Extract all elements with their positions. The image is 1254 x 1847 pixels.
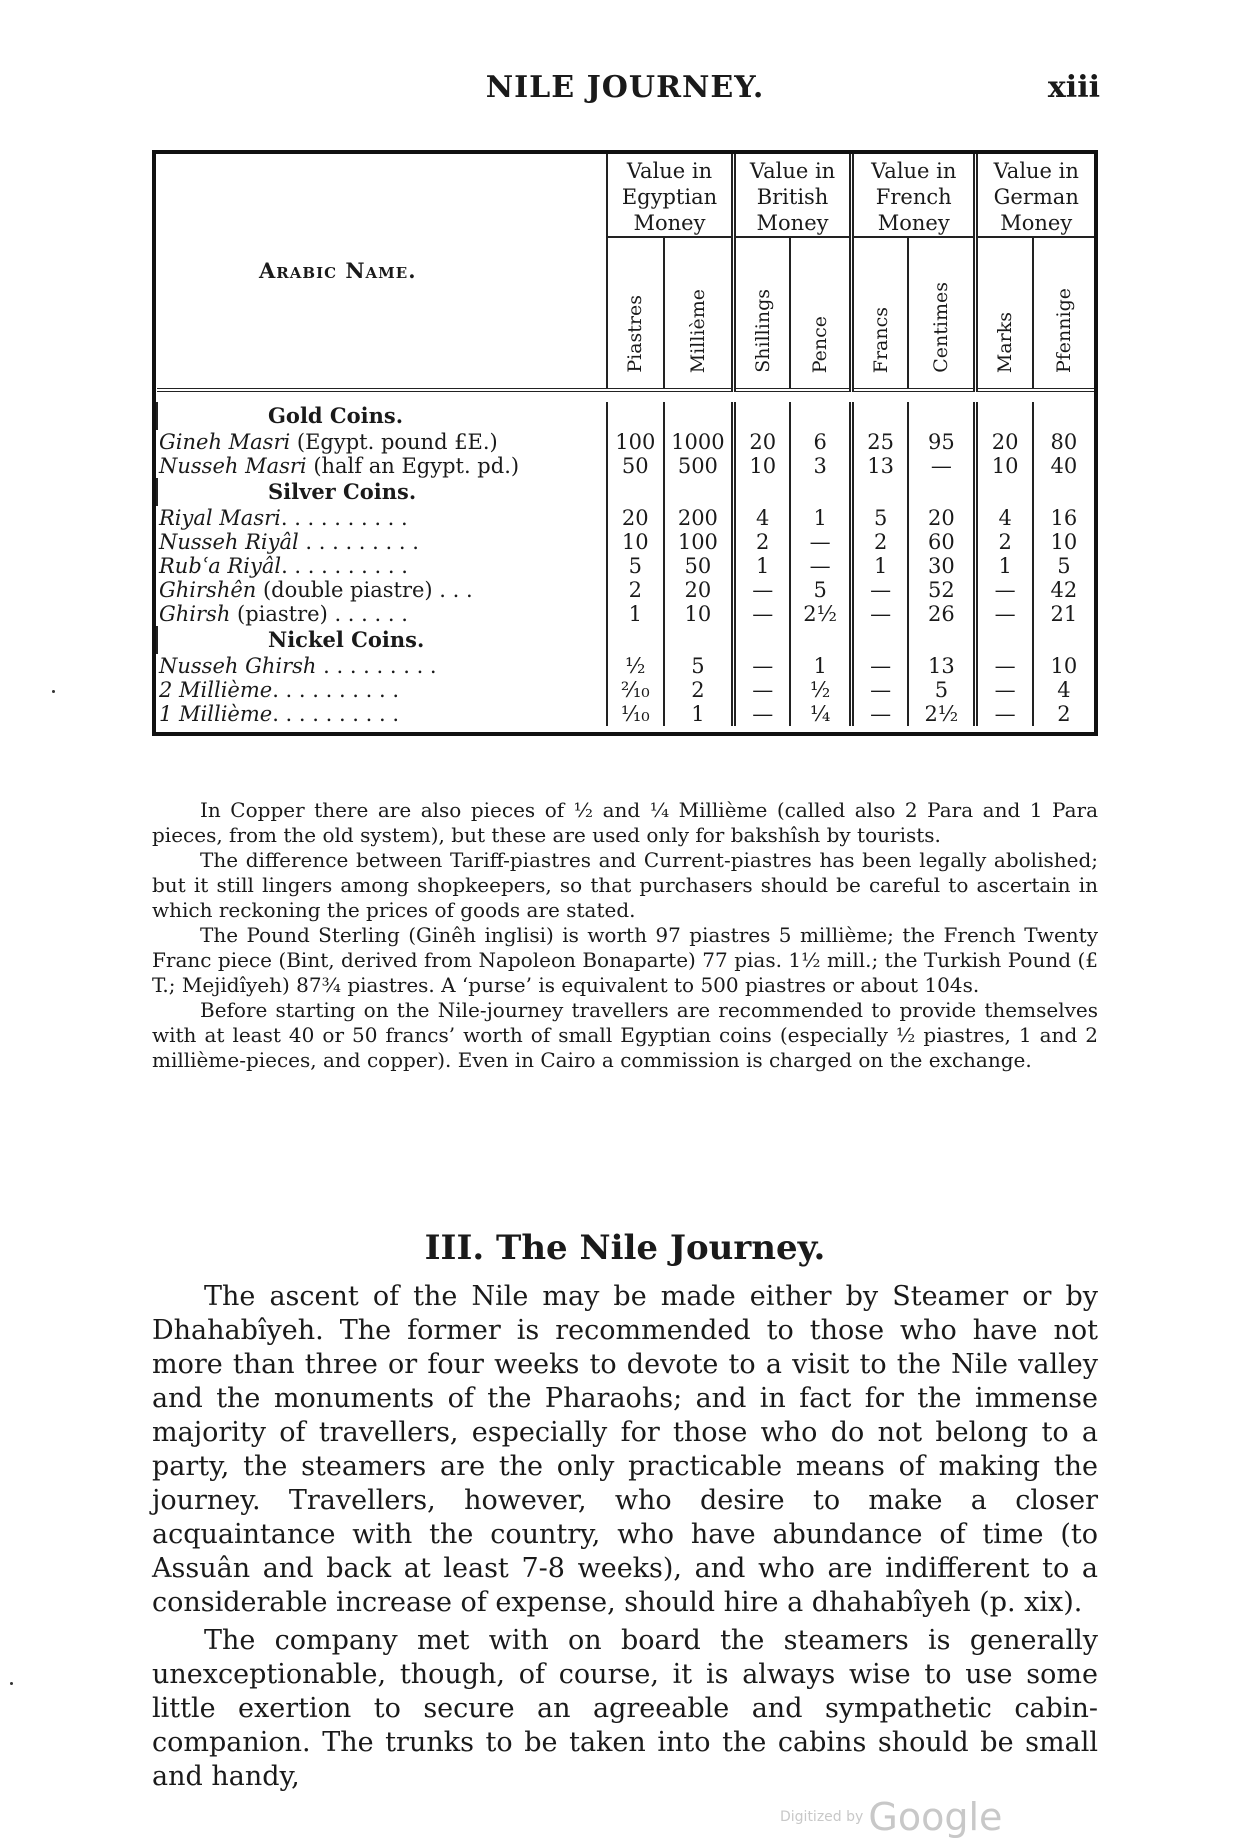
subheader-pfennige: Pfennige (1033, 237, 1094, 390)
section-silver-coins: Silver Coins. (157, 478, 1094, 506)
table-row: Rubʿa Riyâl. . . . . . . . . . 5 50 1 — 1 30 1 5 (157, 554, 1094, 578)
section-heading: III. The Nile Journey. (424, 1228, 826, 1268)
table-row: Riyal Masri. . . . . . . . . . 20 200 4 1 5 20 4 16 (157, 506, 1094, 530)
subheader-millieme: Millième (664, 237, 734, 390)
subheader-francs: Francs (851, 237, 908, 390)
group-header-french: Value in French Money (851, 154, 976, 237)
subheader-pence: Pence (790, 237, 851, 390)
speck-mark (52, 690, 55, 693)
google-logo: Google (868, 1795, 1003, 1839)
paragraph: The ascent of the Nile may be made either by Steamer or by Dhahabîyeh. The former is recommended to those who have not more than three or four weeks to devote to a visit to the Nile valley and the monuments of the Pharaohs; and in fact for the immense majority of travellers, especially for those who do not belong to a party, the steamers are the only practicable means of making the journey. Travellers, however, who desire to make a closer acquaintance with the country, who have abundance of time (to Assuân and back at least 7-8 weeks), and who are indifferent to a considerable increase of expense, should hire a dhahabîyeh (p. xix). (152, 1281, 1098, 1618)
note-piastres: The difference between Tariff-piastres and Current-piastres has been legally abolished; but it still lingers among shopkeepers, so that purchasers should be careful to ascertain in which reckoning the prices of goods are stated. (152, 848, 1098, 922)
table-row: Ghirshên (double piastre) . . . 2 20 — 5 — 52 — 42 (157, 578, 1094, 602)
section-nickel-coins: Nickel Coins. (157, 626, 1094, 654)
group-header-egyptian: Value in Egyptian Money (607, 154, 734, 237)
page-number: xiii (1047, 70, 1100, 105)
subheader-centimes: Centimes (908, 237, 976, 390)
table-row: Nusseh Riyâl . . . . . . . . . 10 100 2 — 2 60 2 10 (157, 530, 1094, 554)
group-header-british: Value in British Money (734, 154, 852, 237)
digitized-watermark: Digitized by Google (780, 1795, 1003, 1839)
speck-mark (10, 1682, 13, 1685)
page-header (150, 70, 1100, 120)
coin-value-table (152, 150, 1098, 736)
running-title: NILE JOURNEY. (485, 70, 765, 105)
table-row: Ghirsh (piastre) . . . . . . 1 10 — 2½ — 26 — 21 (157, 602, 1094, 626)
section-gold-coins: Gold Coins. (157, 402, 1094, 430)
paragraph: The company met with on board the steamers is generally unexceptionable, though, of course, it is always wise to use some little exertion to secure an agreeable and sympathetic cabin-companion. The trunks to be taken into the cabins should be small and handy, (152, 1625, 1098, 1792)
coin-notes (152, 798, 1098, 1073)
note-pound-sterling: The Pound Sterling (Ginêh inglisi) is worth 97 piastres 5 millième; the French Twenty Franc piece (Bint, derived from Napoleon Bonaparte) 77 pias. 1½ mill.; the Turkish Pound (£ T.; Mejidîyeh) 87¾ piastres. A ‘purse’ is equivalent to 500 piastres or about 104s. (152, 923, 1098, 997)
body-text (152, 1280, 1098, 1798)
group-header-german: Value in German Money (976, 154, 1094, 237)
subheader-marks: Marks (976, 237, 1033, 390)
table-row: Gineh Masri (Egypt. pound £E.) 100 1000 20 6 25 95 20 80 (157, 430, 1094, 454)
subheader-shillings: Shillings (734, 237, 791, 390)
table-row: 2 Millième. . . . . . . . . . ²⁄₁₀ 2 — ½ — 5 — 4 (157, 678, 1094, 702)
table-row: 1 Millième. . . . . . . . . . ¹⁄₁₀ 1 — ¼ — 2½ — 2 (157, 702, 1094, 726)
table-row: Nusseh Ghirsh . . . . . . . . . ½ 5 — 1 — 13 — 10 (157, 654, 1094, 678)
table-row: Nusseh Masri (half an Egypt. pd.) 50 500 10 3 13 — 10 40 (157, 454, 1094, 478)
arabic-name-header: Arabic Name. (259, 258, 417, 283)
note-small-coins: Before starting on the Nile-journey travellers are recommended to provide themselves with at least 40 or 50 francs’ worth of small Egyptian coins (especially ½ piastres, 1 and 2 millième-pieces, and copper). Even in Cairo a commission is charged on the exchange. (152, 998, 1098, 1072)
note-copper: In Copper there are also pieces of ½ and ¼ Millième (called also 2 Para and 1 Para pieces, from the old system), but these are used only for bakshîsh by tourists. (152, 798, 1098, 847)
subheader-piastres: Piastres (607, 237, 664, 390)
